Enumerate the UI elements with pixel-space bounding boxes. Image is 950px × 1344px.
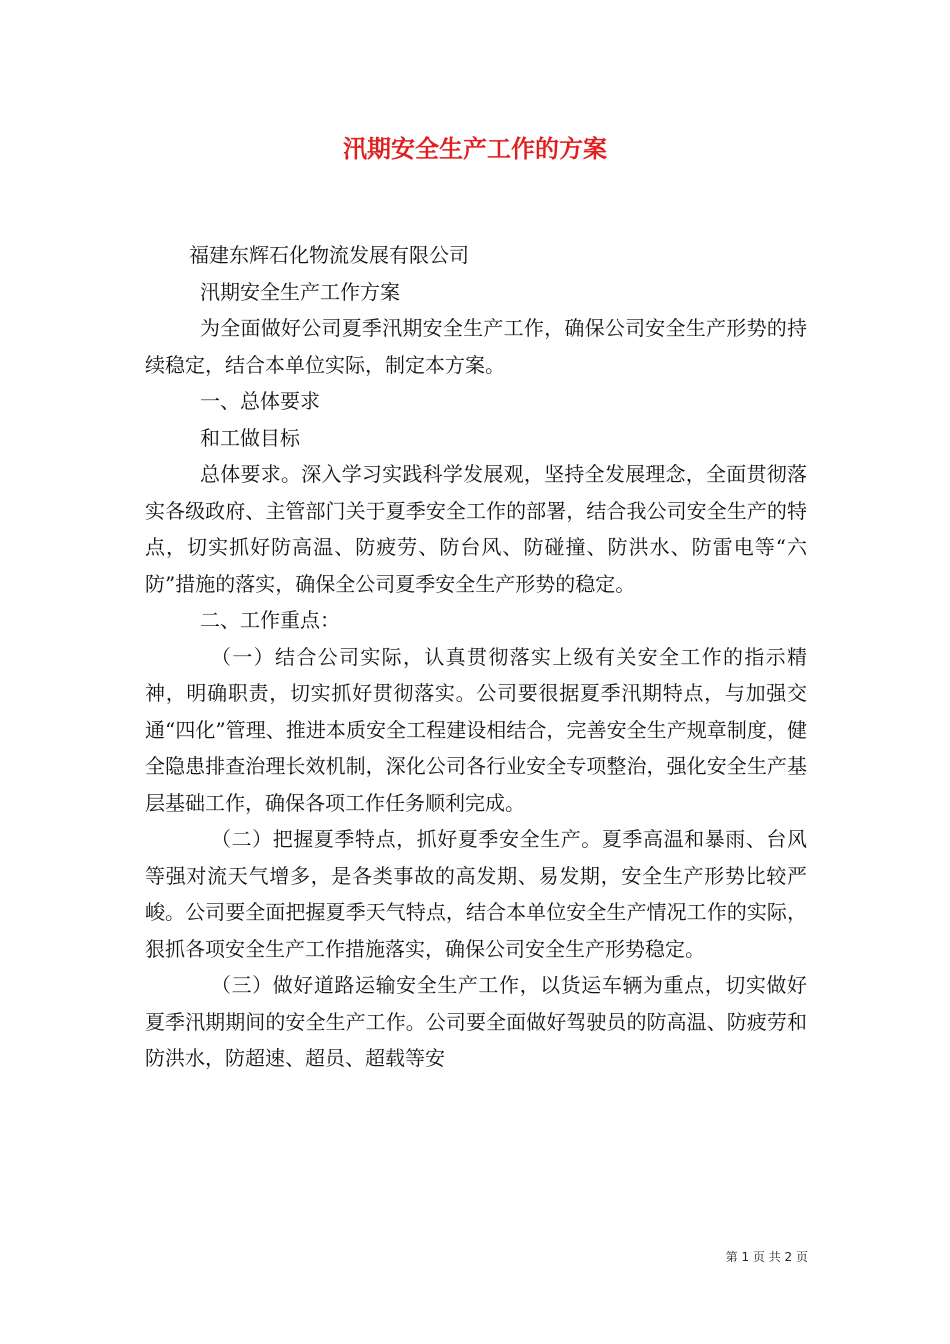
section-heading-1: 一、总体要求: [200, 389, 320, 413]
section-subheading: 和工做目标: [200, 425, 300, 450]
company-name-paragraph: 福建东辉石化物流发展有限公司: [189, 243, 469, 267]
intro-paragraph: 为全面做好公司夏季汛期安全生产工作，确保公司安全生产形势的持续稳定，结合本单位实际，制定本方案。: [145, 316, 807, 377]
plan-name-paragraph: 汛期安全生产工作方案: [200, 279, 400, 304]
section-heading-2: 二、工作重点：: [200, 608, 340, 632]
page-number-indicator: 第 1 页 共 2 页: [725, 1250, 808, 1264]
key-point-3-paragraph: （三）做好道路运输安全生产工作，以货运车辆为重点，切实做好夏季汛期期间的安全生产工作。公司要全面做好驾驶员的防高温、防疲劳和防洪水，防超速、超员、超载等安: [145, 973, 807, 1070]
key-point-1-paragraph: （一）结合公司实际，认真贯彻落实上级有关安全工作的指示精神，明确职责，切实抓好贯彻落实。公司要很据夏季汛期特点，与加强交通“四化”管理、推进本质安全工程建设相结合，完善安全生产规章制度，健全隐患排查治理长效机制，深化公司各行业安全专项整治，强化安全生产基层基础工作，确保各项工作任务顺利完成。: [145, 644, 807, 815]
general-requirements-paragraph: 总体要求。深入学习实践科学发展观，坚持全发展理念，全面贯彻落实各级政府、主管部门关于夏季安全工作的部署，结合我公司安全生产的特点，切实抓好防高温、防疲劳、防台风、防碰撞、防洪水、防雷电等“六防”措施的落实，确保全公司夏季安全生产形势的稳定。: [145, 462, 807, 596]
document-body: [145, 237, 807, 1077]
document-title: 汛期安全生产工作的方案: [343, 135, 607, 163]
key-point-2-paragraph: （二）把握夏季特点，抓好夏季安全生产。夏季高温和暴雨、台风等强对流天气增多，是各类事故的高发期、易发期，安全生产形势比较严峻。公司要全面把握夏季天气特点，结合本单位安全生产情况工作的实际，狠抓各项安全生产工作措施落实，确保公司安全生产形势稳定。: [145, 827, 807, 961]
